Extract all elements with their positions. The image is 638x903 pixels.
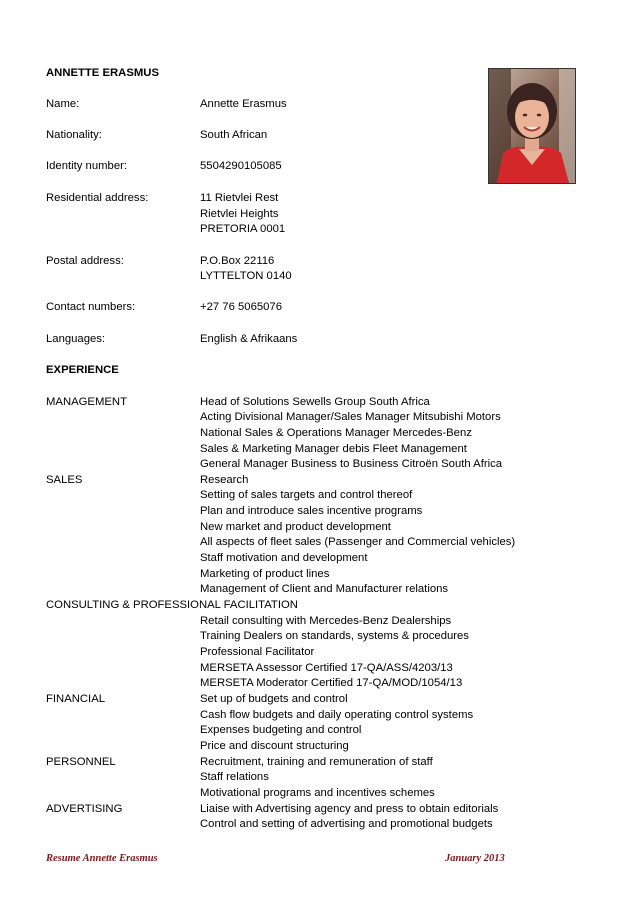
sales-item: Plan and introduce sales incentive programs <box>200 505 423 517</box>
sales-item: Staff motivation and development <box>200 552 368 564</box>
management-item: Head of Solutions Sewells Group South Africa <box>200 396 430 408</box>
consulting-item: MERSETA Assessor Certified 17-QA/ASS/4203/13 <box>200 662 453 674</box>
identity-number-label: Identity number: <box>46 160 128 172</box>
consulting-item: Professional Facilitator <box>200 646 315 658</box>
advertising-item: Control and setting of advertising and promotional budgets <box>200 818 493 830</box>
residential-address-line: 11 Rietvlei Rest <box>200 192 279 204</box>
name-label: Name: <box>46 98 80 110</box>
sales-item: All aspects of fleet sales (Passenger and Commercial vehicles) <box>200 536 516 548</box>
languages-label: Languages: <box>46 333 106 345</box>
personnel-item: Recruitment, training and remuneration of staff <box>200 756 433 768</box>
resume-name-heading: ANNETTE ERASMUS <box>46 67 159 79</box>
sales-item: Setting of sales targets and control thereof <box>200 489 413 501</box>
financial-label: FINANCIAL <box>46 693 106 705</box>
consulting-label: CONSULTING & PROFESSIONAL FACILITATION <box>46 599 298 611</box>
sales-item: Research <box>200 474 249 486</box>
management-item: Acting Divisional Manager/Sales Manager Mitsubishi Motors <box>200 411 501 423</box>
management-item: National Sales & Operations Manager Mercedes-Benz <box>200 427 472 439</box>
portrait-photo <box>488 68 576 184</box>
management-item: Sales & Marketing Manager debis Fleet Management <box>200 443 467 455</box>
sales-label: SALES <box>46 474 83 486</box>
advertising-item: Liaise with Advertising agency and press to obtain editorials <box>200 803 499 815</box>
sales-item: Management of Client and Manufacturer relations <box>200 583 449 595</box>
footer-document-title: Resume Annette Erasmus <box>46 853 158 864</box>
postal-address-label: Postal address: <box>46 255 124 267</box>
residential-address-line: Rietvlei Heights <box>200 208 279 220</box>
financial-item: Cash flow budgets and daily operating control systems <box>200 709 474 721</box>
consulting-item: MERSETA Moderator Certified 17-QA/MOD/1054/13 <box>200 677 463 689</box>
contact-numbers-label: Contact numbers: <box>46 301 136 313</box>
postal-address-line: LYTTELTON 0140 <box>200 270 292 282</box>
sales-item: Marketing of product lines <box>200 568 330 580</box>
nationality-value: South African <box>200 129 268 141</box>
experience-heading: EXPERIENCE <box>46 364 119 376</box>
advertising-label: ADVERTISING <box>46 803 123 815</box>
financial-item: Set up of budgets and control <box>200 693 348 705</box>
financial-item: Price and discount structuring <box>200 740 349 752</box>
postal-address-line: P.O.Box 22116 <box>200 255 275 267</box>
languages-value: English & Afrikaans <box>200 333 298 345</box>
personnel-label: PERSONNEL <box>46 756 116 768</box>
identity-number-value: 5504290105085 <box>200 160 282 172</box>
financial-item: Expenses budgeting and control <box>200 724 362 736</box>
consulting-item: Training Dealers on standards, systems & procedures <box>200 630 469 642</box>
consulting-item: Retail consulting with Mercedes-Benz Dealerships <box>200 615 452 627</box>
residential-address-line: PRETORIA 0001 <box>200 223 286 235</box>
management-item: General Manager Business to Business Citroën South Africa <box>200 458 503 470</box>
name-value: Annette Erasmus <box>200 98 287 110</box>
sales-item: New market and product development <box>200 521 391 533</box>
residential-address-label: Residential address: <box>46 192 149 204</box>
management-label: MANAGEMENT <box>46 396 127 408</box>
contact-numbers-value: +27 76 5065076 <box>200 301 282 313</box>
personnel-item: Motivational programs and incentives schemes <box>200 787 435 799</box>
personnel-item: Staff relations <box>200 771 269 783</box>
footer-date: January 2013 <box>445 853 505 864</box>
nationality-label: Nationality: <box>46 129 102 141</box>
